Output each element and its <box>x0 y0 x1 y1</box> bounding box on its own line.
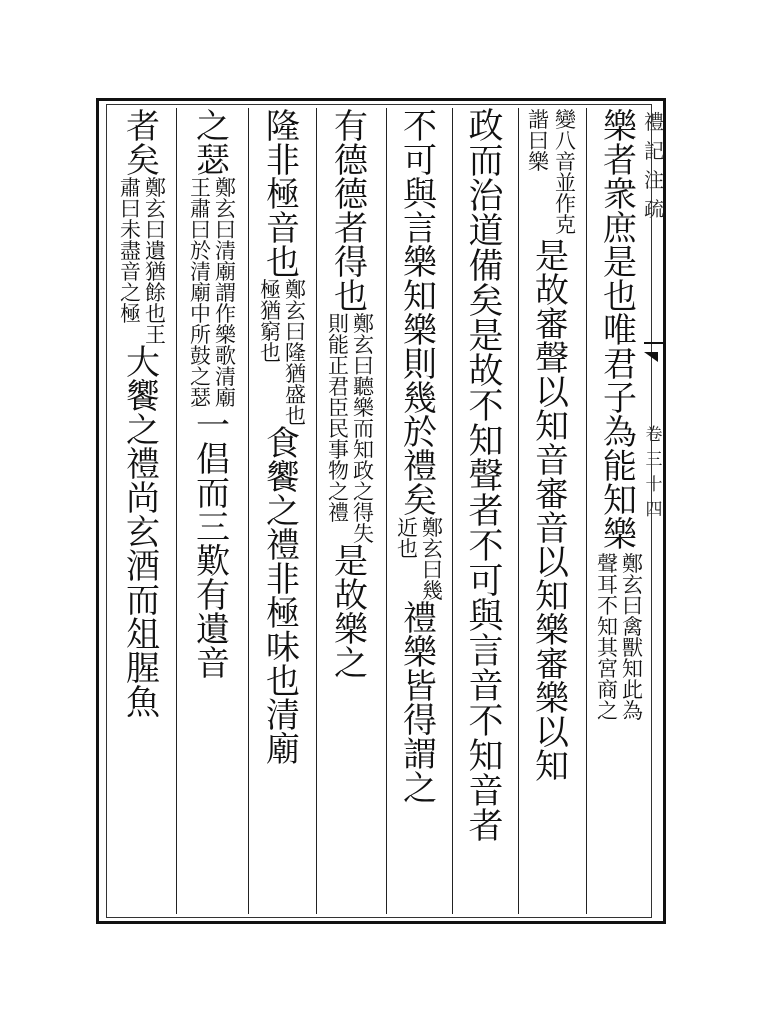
text-column-3 <box>456 107 516 847</box>
annotation <box>260 280 306 427</box>
main-text: 隆 非 極 音 也 <box>266 107 300 283</box>
main-text: 有 德 德 者 得 也 <box>334 107 368 317</box>
annotation-line: 王 肅 曰 於 清 廟 中 所 鼓 之 瑟 <box>190 176 211 410</box>
text-column-2 <box>520 108 584 787</box>
annotation <box>397 518 443 602</box>
margin-book-title: 禮 記 注 疏 <box>644 110 664 221</box>
main-text: 禮 樂 皆 得 謂 之 <box>403 599 437 809</box>
annotation <box>120 178 166 346</box>
main-text: 食 饗 之 禮 非 極 味 也 清 廟 <box>266 424 300 770</box>
text-column-5 <box>320 107 382 684</box>
annotation-line: 諧 曰 樂 <box>528 108 549 174</box>
annotation <box>328 314 374 545</box>
column-rule <box>386 108 387 914</box>
main-text: 之 瑟 <box>196 107 230 181</box>
annotation-line: 近 也 <box>397 516 418 561</box>
main-text: 不 可 與 言 樂 知 樂 則 幾 於 禮 矣 <box>403 107 437 521</box>
annotation-line: 鄭 玄 曰 遺 猶 餘 也 王 <box>145 176 166 347</box>
text-column-4 <box>390 107 450 809</box>
column-rule <box>518 108 519 914</box>
column-rule <box>248 108 249 914</box>
annotation-line: 極 猶 窮 也 <box>260 278 281 365</box>
main-text: 樂 者 衆 庶 是 也 唯 君 子 為 能 知 樂 <box>603 107 637 555</box>
annotation-line: 鄭 玄 曰 禽 獸 知 此 為 <box>622 552 643 723</box>
column-rule <box>176 108 177 914</box>
annotation-line: 鄭 玄 曰 隆 猶 盛 也 <box>285 278 306 428</box>
text-column-1 <box>590 107 650 723</box>
annotation-line: 則 能 正 君 臣 民 事 物 之 禮 <box>328 312 349 525</box>
annotation-line: 變 八 音 並 作 克 <box>555 108 576 237</box>
column-rule <box>316 108 317 914</box>
annotation-line: 聲 耳 不 知 其 宮 商 之 <box>597 552 618 723</box>
main-text: 是 故 審 聲 以 知 音 審 音 以 知 樂 審 樂 以 知 <box>535 237 569 787</box>
text-column-7 <box>182 107 244 684</box>
margin-juan-number: 卷 三 十 四 <box>645 425 663 520</box>
main-text: 大 饗 之 禮 尚 玄 酒 而 俎 腥 魚 <box>126 343 160 723</box>
column-rule <box>452 108 453 914</box>
main-text: 政 而 治 道 備 矣 是 故 不 知 聲 者 不 可 與 言 音 不 知 音 者 <box>468 107 504 847</box>
annotation-line: 鄭 玄 曰 幾 <box>422 516 443 603</box>
main-text: 者 矣 <box>126 107 160 181</box>
text-column-6 <box>252 107 314 770</box>
annotation-line: 鄭 玄 曰 聽 樂 而 知 政 之 得 失 <box>353 312 374 546</box>
main-text: 一 倡 而 三 歎 有 遺 音 <box>196 406 230 684</box>
main-text: 是 故 樂 之 <box>334 542 368 684</box>
annotation <box>597 554 643 722</box>
column-rule <box>586 108 587 914</box>
text-column-8 <box>112 107 174 723</box>
annotation-line: 鄭 玄 曰 清 廟 謂 作 樂 歌 清 廟 <box>215 176 236 410</box>
annotation-line: 肅 曰 未 盡 音 之 極 <box>120 176 141 326</box>
annotation <box>528 110 576 236</box>
annotation <box>190 178 236 409</box>
